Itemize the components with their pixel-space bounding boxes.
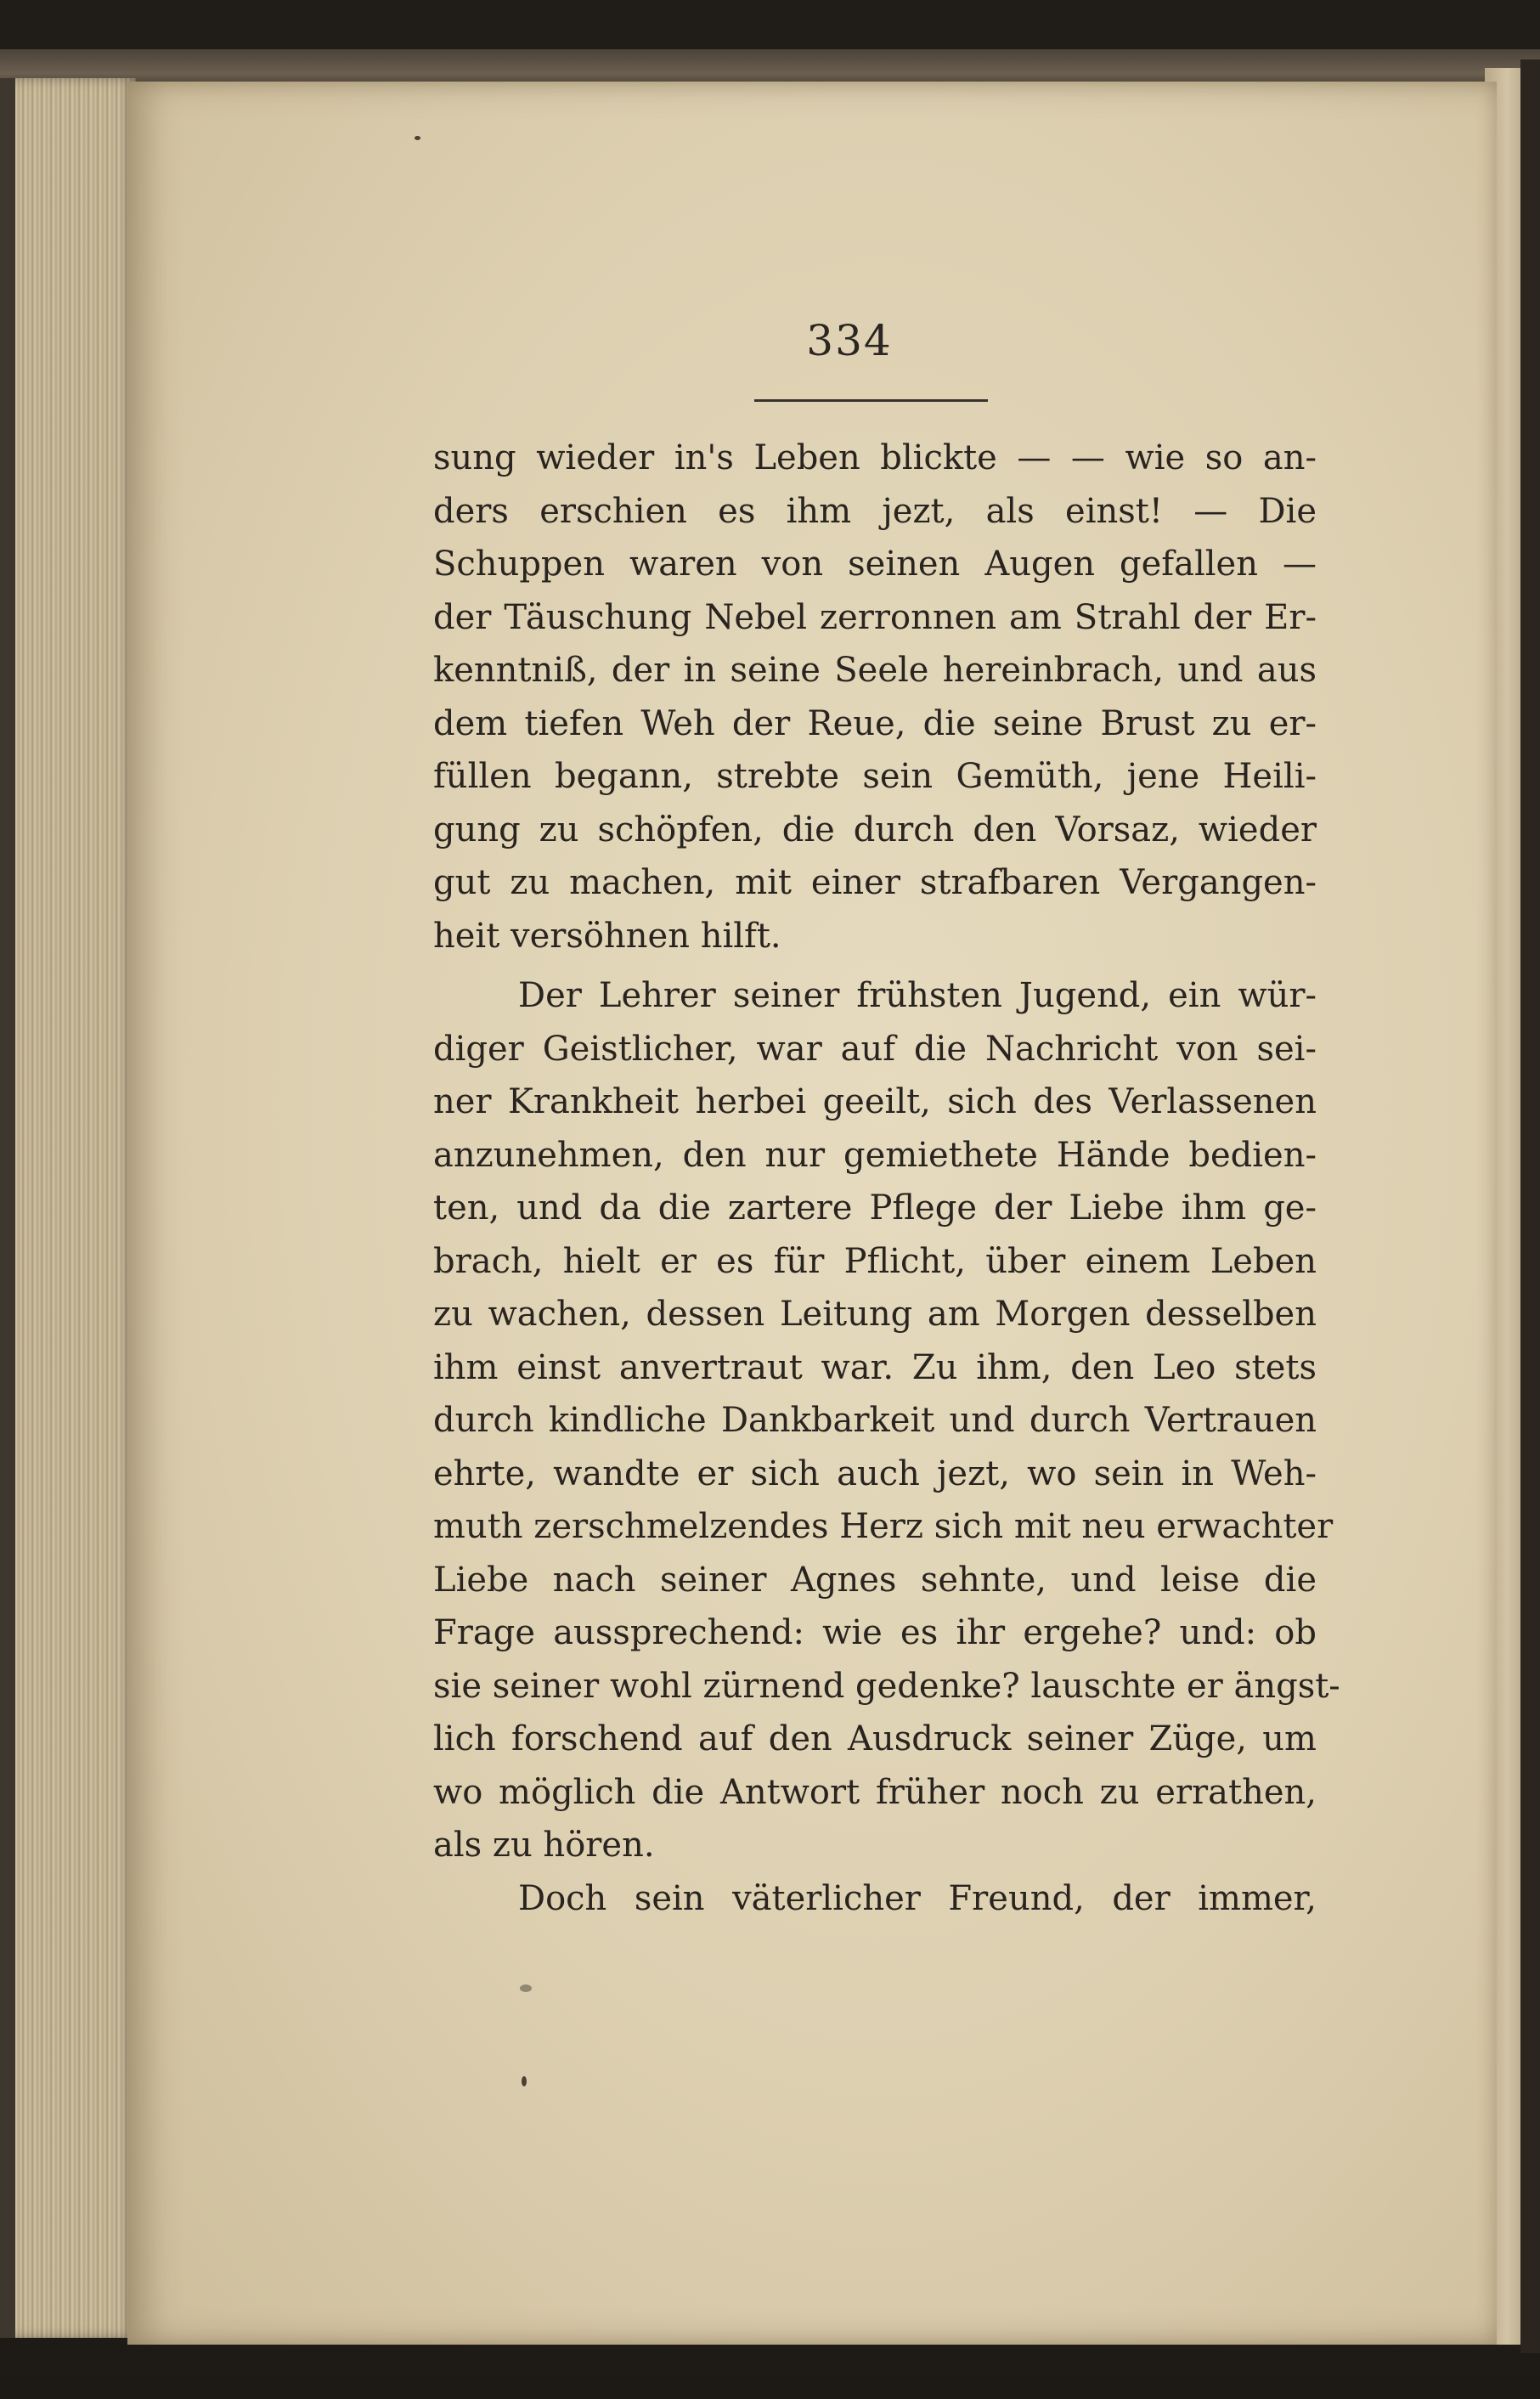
binding-shadow	[0, 78, 15, 2338]
text-line: kenntniß, der in seine Seele hereinbrach, und aus	[433, 651, 1317, 690]
paper-speck	[415, 136, 420, 140]
text-line: Frage aussprechend: wie es ihr ergehe? und: ob	[433, 1613, 1317, 1652]
body-text	[433, 432, 1340, 1925]
text-line: ten, und da die zartere Pflege der Liebe ihm ge-	[433, 1188, 1317, 1228]
text-line: ders erschien es ihm jezt, als einst! — Die	[433, 491, 1317, 531]
text-line: ner Krankheit herbei geeilt, sich des Verlassenen	[433, 1082, 1317, 1121]
text-line: Doch sein väterlicher Freund, der immer,	[518, 1878, 1317, 1918]
text-line: ihm einst anvertraut war. Zu ihm, den Leo stets	[433, 1347, 1317, 1387]
header-rule	[754, 399, 988, 402]
text-line: als zu hören.	[433, 1826, 655, 1865]
text-line: brach, hielt er es für Pflicht, über einem Leben	[433, 1241, 1317, 1281]
text-line: wo möglich die Antwort früher noch zu errathen,	[433, 1772, 1317, 1812]
text-line: sie seiner wohl zürnend gedenke? lauschte er ängst-	[433, 1666, 1340, 1706]
paper-speck	[520, 1984, 532, 1992]
page-number: 334	[806, 316, 893, 365]
page-edges-left	[0, 78, 136, 2338]
text-line: Liebe nach seiner Agnes sehnte, und leise die	[433, 1560, 1317, 1600]
text-line: gung zu schöpfen, die durch den Vorsaz, wieder	[433, 810, 1317, 850]
text-line: dem tiefen Weh der Reue, die seine Brust zu er-	[433, 703, 1317, 743]
paper-speck	[522, 2076, 527, 2086]
text-line: Schuppen waren von seinen Augen gefallen —	[433, 545, 1317, 584]
text-line: diger Geistlicher, war auf die Nachricht von sei-	[433, 1029, 1317, 1069]
text-line: anzunehmen, den nur gemiethete Hände bedien-	[433, 1135, 1317, 1175]
text-line: heit versöhnen hilft.	[433, 916, 781, 956]
text-line: Der Lehrer seiner frühsten Jugend, ein wür-	[518, 976, 1317, 1015]
text-line: ehrte, wandte er sich auch jezt, wo sein in Weh-	[433, 1454, 1317, 1493]
background-right	[1520, 59, 1540, 2353]
text-line: lich forschend auf den Ausdruck seiner Züge, um	[433, 1719, 1317, 1758]
text-line: durch kindliche Dankbarkeit und durch Vertrauen	[433, 1401, 1317, 1440]
text-line: sung wieder in's Leben blickte — — wie so an-	[433, 438, 1317, 477]
text-line: der Täuschung Nebel zerronnen am Strahl der Er-	[433, 597, 1317, 637]
text-line: gut zu machen, mit einer strafbaren Vergangen-	[433, 863, 1317, 902]
text-line: füllen begann, strebte sein Gemüth, jene Heili-	[433, 757, 1317, 796]
text-line: muth zerschmelzendes Herz sich mit neu erwachter	[433, 1507, 1334, 1546]
text-line: zu wachen, dessen Leitung am Morgen desselben	[433, 1295, 1317, 1334]
